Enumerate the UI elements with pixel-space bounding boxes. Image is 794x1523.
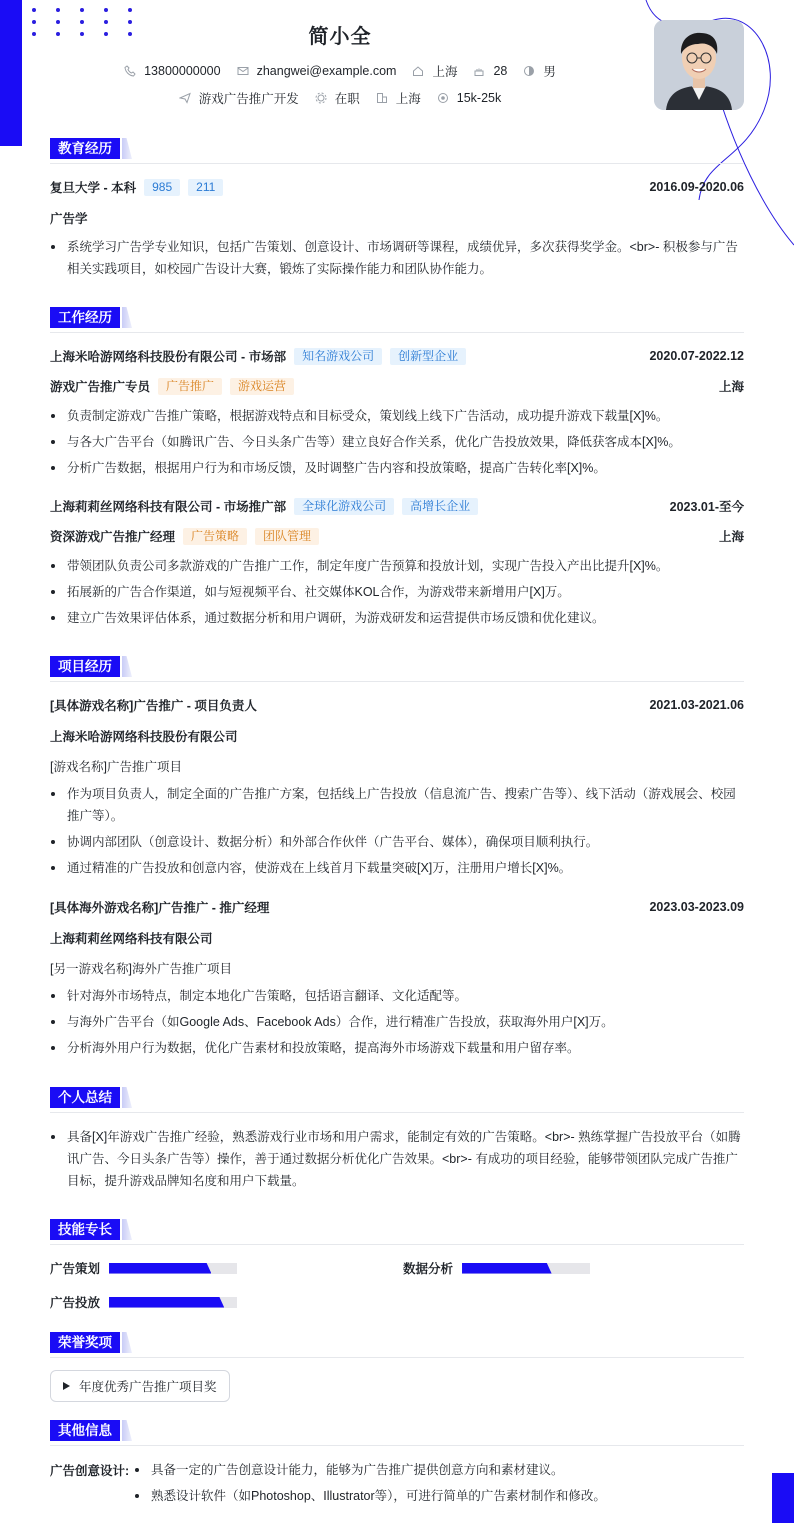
position-name: 游戏广告推广专员: [50, 380, 151, 394]
position-name: 资深游戏广告推广经理: [50, 530, 176, 544]
work-bullet: 带领团队负责公司多款游戏的广告推广工作，制定年度广告预算和投放计划，实现广告投入产出比提升[X]%。: [50, 555, 744, 577]
home-icon: [412, 65, 424, 77]
section-title: 技能专长: [50, 1219, 120, 1240]
education-header-row: [50, 178, 744, 196]
work-bullet: 建立广告效果评估体系，通过数据分析和用户调研，为游戏研发和运营提供市场反馈和优化建议。: [50, 607, 744, 629]
major-text: 广告学: [50, 212, 88, 226]
company-name: 上海米哈游网络科技股份有限公司 - 市场部: [50, 350, 287, 364]
award-item[interactable]: [50, 1370, 230, 1402]
section-title: 个人总结: [50, 1087, 120, 1108]
work-company-row: [50, 497, 744, 515]
target-city-item: [376, 89, 421, 107]
project-bullet: 作为项目负责人，制定全面的广告推广方案，包括线上广告投放（信息流广告、搜索广告等）、线下活动（游戏展会、校园推广等）。: [50, 783, 744, 827]
job-intent-row: [0, 89, 680, 107]
company-tag: 知名游戏公司: [294, 348, 382, 365]
section-title-tail: [122, 307, 132, 328]
status-text: 在职: [334, 92, 360, 106]
project-name: [具体海外游戏名称]广告推广 - 推广经理: [50, 901, 270, 915]
status-item: [315, 89, 360, 107]
position-tag: 广告推广: [158, 378, 222, 395]
other-bullet: 具备一定的广告创意设计能力，能够为广告推广提供创意方向和素材建议。: [134, 1459, 734, 1481]
target-city-text: 上海: [395, 92, 421, 106]
project-bullet: 针对海外市场特点，制定本地化广告策略，包括语言翻译、文化适配等。: [50, 985, 744, 1007]
skill-name: 数据分析: [403, 1262, 454, 1276]
work-period: 2020.07-2022.12: [649, 349, 744, 363]
skills-section: [50, 1219, 744, 1245]
gender-icon: [523, 65, 535, 77]
section-title: 其他信息: [50, 1420, 120, 1441]
school-name: 复旦大学 - 本科: [50, 181, 137, 195]
company-group: [50, 497, 478, 515]
honors-list: [50, 1370, 744, 1402]
position-group: [50, 527, 319, 545]
skill-bar: [109, 1263, 237, 1274]
skill-item: [50, 1259, 237, 1277]
project-bullet: 通过精准的广告投放和创意内容，使游戏在上线首月下载量突破[X]万，注册用户增长[X]%。: [50, 857, 744, 879]
city-text: 上海: [432, 65, 458, 79]
summary-section: [50, 1087, 744, 1113]
project-header-row: [50, 696, 744, 714]
position-tag: 游戏运营: [230, 378, 294, 395]
age-text: 28: [493, 64, 508, 78]
company-tag: 创新型企业: [390, 348, 466, 365]
skill-bar-fill: [109, 1297, 224, 1308]
skill-bar: [109, 1297, 237, 1308]
section-title-tail: [122, 656, 132, 677]
school-tag: 211: [188, 179, 223, 196]
gender-item: [523, 62, 556, 80]
avatar-photo: [654, 20, 744, 110]
education-section: [50, 138, 744, 164]
skill-name: 广告策划: [50, 1262, 101, 1276]
honors-section-header: [50, 1332, 744, 1358]
skill-item: [50, 1293, 237, 1311]
honors-section: [50, 1332, 744, 1358]
project-subtitle: [另一游戏名称]海外广告推广项目: [50, 962, 232, 976]
school-group: [50, 178, 223, 196]
building-icon: [376, 92, 388, 104]
award-name: 年度优秀广告推广项目奖: [79, 1380, 217, 1394]
candidate-name: 简小全: [308, 26, 372, 48]
education-period: 2016.09-2020.06: [649, 180, 744, 194]
skills-list: [50, 1259, 744, 1319]
work-city: 上海: [718, 380, 744, 394]
status-gear-icon: [315, 92, 327, 104]
age-item: [473, 64, 507, 78]
section-title: 荣誉奖项: [50, 1332, 120, 1353]
section-title-tail: [122, 1087, 132, 1108]
gender-text: 男: [543, 65, 556, 79]
city-item: [412, 62, 457, 80]
other-entry: [50, 1459, 744, 1511]
work-position-row: [50, 377, 744, 395]
skill-name: 广告投放: [50, 1296, 101, 1310]
skill-bar: [462, 1263, 590, 1274]
other-section-header: [50, 1420, 744, 1446]
project-period: 2023.03-2023.09: [649, 900, 744, 914]
company-group: [50, 347, 466, 365]
skill-item: [403, 1259, 590, 1277]
mail-icon: [237, 65, 249, 77]
projects-section-header: [50, 656, 744, 682]
company-name: 上海莉莉丝网络科技有限公司 - 市场推广部: [50, 500, 287, 514]
phone-text: 13800000000: [144, 64, 221, 78]
section-title: 教育经历: [50, 138, 120, 159]
project-bullet: 分析海外用户行为数据，优化广告素材和投放策略，提高海外市场游戏下载量和用户留存率。: [50, 1037, 744, 1059]
project-bullet: 协调内部团队（创意设计、数据分析）和外部合作伙伴（广告平台、媒体），确保项目顺利执行。: [50, 831, 744, 853]
phone-item: [124, 64, 220, 78]
summary-section-header: [50, 1087, 744, 1113]
other-bullet: 熟悉设计软件（如Photoshop、Illustrator等），可进行简单的广告素材制作和修改。: [134, 1485, 734, 1507]
education-section-header: [50, 138, 744, 164]
cake-icon: [473, 65, 485, 77]
project-company: 上海莉莉丝网络科技有限公司: [50, 932, 213, 946]
job-target-text: 游戏广告推广开发: [198, 92, 299, 106]
project-subtitle: [游戏名称]广告推广项目: [50, 760, 182, 774]
section-title-tail: [122, 1332, 132, 1353]
salary-item: [437, 91, 501, 105]
work-period: 2023.01-至今: [669, 500, 744, 514]
work-position-row: [50, 527, 744, 545]
email-item: [237, 64, 397, 78]
other-label: 广告创意设计:: [50, 1464, 130, 1478]
salary-text: 15k-25k: [456, 91, 502, 105]
play-icon: [63, 1382, 70, 1390]
summary-text: 具备[X]年游戏广告推广经验，熟悉游戏行业市场和用户需求，能制定有效的广告策略。<br>- 熟练掌握广告投放平台（如腾讯广告、今日头条广告等）操作，善于通过数据分析优化广告效果。<br>- 有成功的项目经验，能够带领团队完成广告推广目标，提升游戏品牌知名度和用户下载量。: [50, 1126, 744, 1192]
position-group: [50, 377, 294, 395]
coin-icon: [437, 92, 449, 104]
work-section: [50, 307, 744, 333]
section-title-tail: [122, 138, 132, 159]
project-company: 上海米哈游网络科技股份有限公司: [50, 730, 238, 744]
bottom-right-accent-bar: [772, 1473, 794, 1523]
position-tag: 广告策略: [183, 528, 247, 545]
work-bullet: 与各大广告平台（如腾讯广告、今日头条广告等）建立良好合作关系，优化广告投放效果，降低获客成本[X]%。: [50, 431, 744, 453]
project-period: 2021.03-2021.06: [649, 698, 744, 712]
section-title: 项目经历: [50, 656, 120, 677]
section-title-tail: [122, 1420, 132, 1441]
project-header-row: [50, 898, 744, 916]
position-tag: 团队管理: [255, 528, 319, 545]
work-section-header: [50, 307, 744, 333]
project-bullet: 与海外广告平台（如Google Ads、Facebook Ads）合作，进行精准广告投放，获取海外用户[X]万。: [50, 1011, 744, 1033]
project-name: [具体游戏名称]广告推广 - 项目负责人: [50, 699, 257, 713]
work-bullet: 分析广告数据，根据用户行为和市场反馈，及时调整广告内容和投放策略，提高广告转化率[X]%。: [50, 457, 744, 479]
skill-bar-fill: [462, 1263, 552, 1274]
work-bullet: 拓展新的广告合作渠道，如与短视频平台、社交媒体KOL合作，为游戏带来新增用户[X]万。: [50, 581, 744, 603]
work-bullet: 负责制定游戏广告推广策略，根据游戏特点和目标受众，策划线上线下广告活动，成功提升游戏下载量[X]%。: [50, 405, 744, 427]
skills-section-header: [50, 1219, 744, 1245]
education-desc: 系统学习广告学专业知识，包括广告策划、创意设计、市场调研等课程，成绩优异，多次获得奖学金。<br>- 积极参与广告相关实践项目，如校园广告设计大赛，锻炼了实际操作能力和团队协作能力。: [50, 236, 744, 280]
job-target-item: [179, 89, 299, 107]
contact-info-row: [0, 62, 680, 80]
company-tag: 高增长企业: [402, 498, 478, 515]
other-section: [50, 1420, 744, 1446]
portrait-image: [654, 20, 744, 110]
section-title-tail: [122, 1219, 132, 1240]
send-icon: [179, 92, 191, 104]
phone-icon: [124, 65, 136, 77]
projects-section: [50, 656, 744, 682]
company-tag: 全球化游戏公司: [294, 498, 394, 515]
work-city: 上海: [718, 530, 744, 544]
work-company-row: [50, 347, 744, 365]
school-tag: 985: [144, 179, 180, 196]
skill-bar-fill: [109, 1263, 211, 1274]
section-title: 工作经历: [50, 307, 120, 328]
email-text: zhangwei@example.com: [256, 64, 397, 78]
